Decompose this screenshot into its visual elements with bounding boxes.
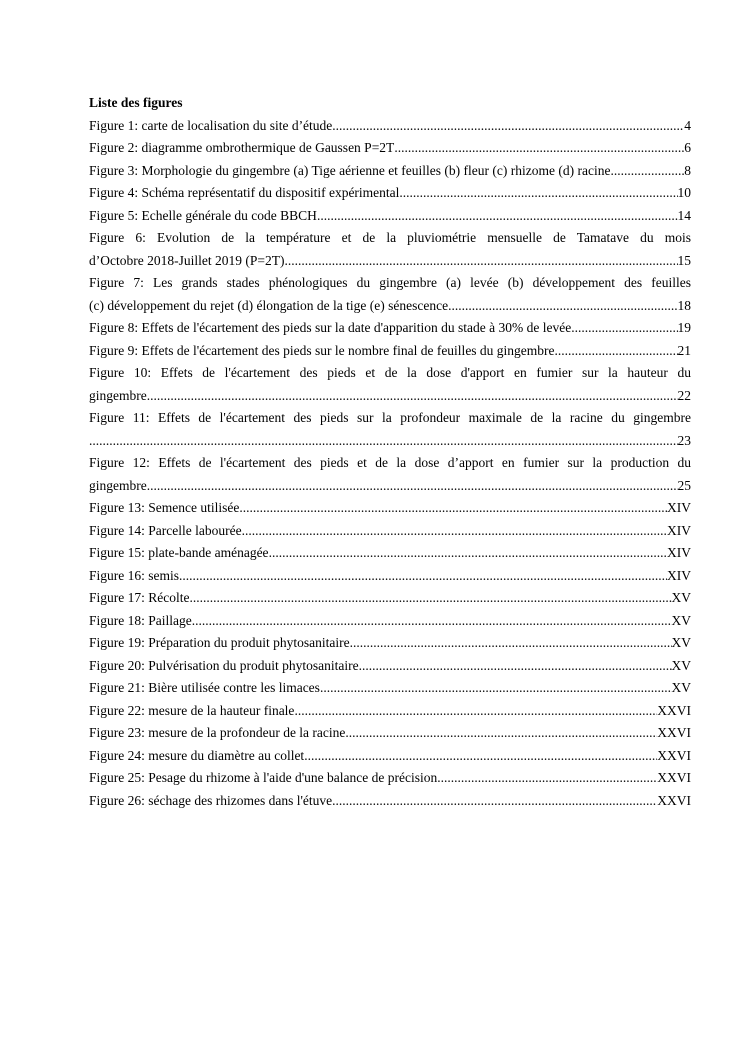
- entry-page: XV: [671, 680, 691, 695]
- entry-text: Figure 17: Récolte: [89, 590, 190, 605]
- entry-page: XXVI: [657, 747, 691, 763]
- toc-entry: [89, 272, 691, 317]
- entry-page: XV: [671, 590, 691, 605]
- entry-page: 21: [677, 342, 691, 358]
- dot-leader: [399, 182, 677, 205]
- toc-entry: [89, 542, 691, 565]
- entry-text-line1: Figure 11: Effets de l'écartement des pieds sur la profondeur maximale de la racine du gingembre: [89, 410, 691, 425]
- dot-leader: [320, 677, 672, 700]
- dot-leader: [345, 722, 657, 745]
- dot-leader: [332, 115, 684, 138]
- entry-text: Figure 5: Echelle générale du code BBCH: [89, 207, 317, 223]
- toc-entry: [89, 655, 691, 678]
- entry-page: 6: [684, 140, 691, 155]
- dot-leader: [317, 205, 678, 228]
- toc-entry: [89, 677, 691, 700]
- dot-leader: [437, 767, 657, 790]
- entry-text-line1: Figure 7: Les grands stades phénologiques du gingembre (a) levée (b) développement des feuilles: [89, 275, 691, 290]
- toc-entry: [89, 182, 691, 205]
- entry-text: Figure 3: Morphologie du gingembre (a) Tige aérienne et feuilles (b) fleur (c) rhizome (d) racine: [89, 162, 611, 178]
- dot-leader: [242, 520, 667, 543]
- entry-text: Figure 14: Parcelle labourée: [89, 522, 242, 538]
- toc-entry: [89, 587, 691, 610]
- entry-page: 23: [677, 432, 691, 448]
- dot-leader: [189, 587, 671, 610]
- entry-text: Figure 18: Paillage: [89, 612, 192, 628]
- dot-leader: [179, 565, 667, 588]
- entry-page: 22: [677, 387, 691, 403]
- entry-text: Figure 1: carte de localisation du site d’étude: [89, 117, 333, 133]
- dot-leader: [192, 610, 672, 633]
- entry-page: XIV: [667, 545, 691, 560]
- toc-entry: [89, 610, 691, 633]
- entry-text-line2: gingembre: [89, 387, 147, 403]
- entry-page: XXVI: [657, 725, 691, 740]
- entry-page: XV: [671, 657, 691, 673]
- toc-entry: [89, 115, 691, 138]
- entry-text: Figure 24: mesure du diamètre au collet: [89, 747, 305, 763]
- entry-text: Figure 16: semis: [89, 567, 179, 583]
- entry-text: Figure 25: Pesage du rhizome à l'aide d'une balance de précision: [89, 770, 438, 785]
- entry-page: XIV: [667, 567, 691, 583]
- entry-page: XV: [671, 635, 691, 650]
- dot-leader: [332, 790, 657, 813]
- entry-text-line2: d’Octobre 2018-Juillet 2019 (P=2T): [89, 252, 285, 268]
- entry-text: Figure 2: diagramme ombrothermique de Gaussen P=2T: [89, 140, 395, 155]
- dot-leader: [147, 475, 678, 498]
- entry-text-line1: Figure 12: Effets de l'écartement des pieds et de la dose d’apport en fumier sur la production du: [89, 455, 691, 470]
- dot-leader: [89, 430, 678, 453]
- toc-entry: [89, 497, 691, 520]
- entry-page: XIV: [667, 522, 691, 538]
- entry-page: 19: [677, 320, 691, 335]
- entry-text: Figure 19: Préparation du produit phytosanitaire: [89, 635, 350, 650]
- entry-text: Figure 26: séchage des rhizomes dans l'étuve: [89, 792, 333, 808]
- toc-entry: [89, 137, 691, 160]
- dot-leader: [269, 542, 667, 565]
- entry-text: Figure 8: Effets de l'écartement des pieds sur la date d'apparition du stade à 30% de levée: [89, 320, 572, 335]
- dot-leader: [239, 497, 667, 520]
- entry-text: Figure 13: Semence utilisée: [89, 500, 240, 515]
- entry-text-line2: gingembre: [89, 477, 147, 493]
- dot-leader: [147, 385, 678, 408]
- toc-entry: [89, 767, 691, 790]
- entry-page: 8: [684, 162, 691, 178]
- toc-entry: [89, 407, 691, 452]
- list-of-figures: [89, 92, 691, 812]
- toc-entry: [89, 317, 691, 340]
- dot-leader: [359, 655, 672, 678]
- toc-entry: [89, 700, 691, 723]
- toc-entry: [89, 205, 691, 228]
- list-title: Liste des figures: [89, 95, 183, 110]
- entry-text: Figure 23: mesure de la profondeur de la racine: [89, 725, 346, 740]
- toc-entry: [89, 565, 691, 588]
- dot-leader: [394, 137, 684, 160]
- entry-page: XXVI: [657, 702, 691, 718]
- entry-text: Figure 9: Effets de l'écartement des pieds sur le nombre final de feuilles du gingembre: [89, 342, 555, 358]
- entry-text-line1: Figure 10: Effets de l'écartement des pieds et de la dose d'apport en fumier sur la hauteur du: [89, 365, 691, 380]
- entry-text-line1: Figure 6: Evolution de la température et de la pluviométrie mensuelle de Tamatave du mois: [89, 230, 691, 245]
- toc-entry: [89, 745, 691, 768]
- dot-leader: [284, 250, 677, 273]
- entry-page: 15: [677, 252, 691, 268]
- toc-entry: [89, 340, 691, 363]
- entry-page: 4: [684, 117, 691, 133]
- dot-leader: [555, 340, 678, 363]
- toc-entry: [89, 452, 691, 497]
- entry-page: 10: [677, 185, 691, 200]
- entry-page: 25: [677, 477, 691, 493]
- entry-page: XXVI: [657, 792, 691, 808]
- entry-page: 18: [677, 297, 691, 313]
- toc-entry: [89, 520, 691, 543]
- entry-text: Figure 20: Pulvérisation du produit phytosanitaire: [89, 657, 359, 673]
- dot-leader: [571, 317, 677, 340]
- dot-leader: [350, 632, 672, 655]
- entry-text: Figure 15: plate-bande aménagée: [89, 545, 269, 560]
- dot-leader: [294, 700, 657, 723]
- entry-text-line2: (c) développement du rejet (d) élongation de la tige (e) sénescence: [89, 297, 449, 313]
- toc-entry: [89, 227, 691, 272]
- entry-page: XV: [671, 612, 691, 628]
- toc-entry: [89, 632, 691, 655]
- dot-leader: [610, 160, 684, 183]
- entry-text: Figure 22: mesure de la hauteur finale: [89, 702, 295, 718]
- dot-leader: [448, 295, 677, 318]
- entry-page: XXVI: [657, 770, 691, 785]
- toc-entry: [89, 362, 691, 407]
- entry-page: XIV: [667, 500, 691, 515]
- entry-text: Figure 4: Schéma représentatif du dispositif expérimental: [89, 185, 400, 200]
- entry-page: 14: [677, 207, 691, 223]
- entry-text: Figure 21: Bière utilisée contre les limaces: [89, 680, 320, 695]
- toc-entry: [89, 790, 691, 813]
- dot-leader: [304, 745, 657, 768]
- toc-entry: [89, 722, 691, 745]
- toc-entry: [89, 160, 691, 183]
